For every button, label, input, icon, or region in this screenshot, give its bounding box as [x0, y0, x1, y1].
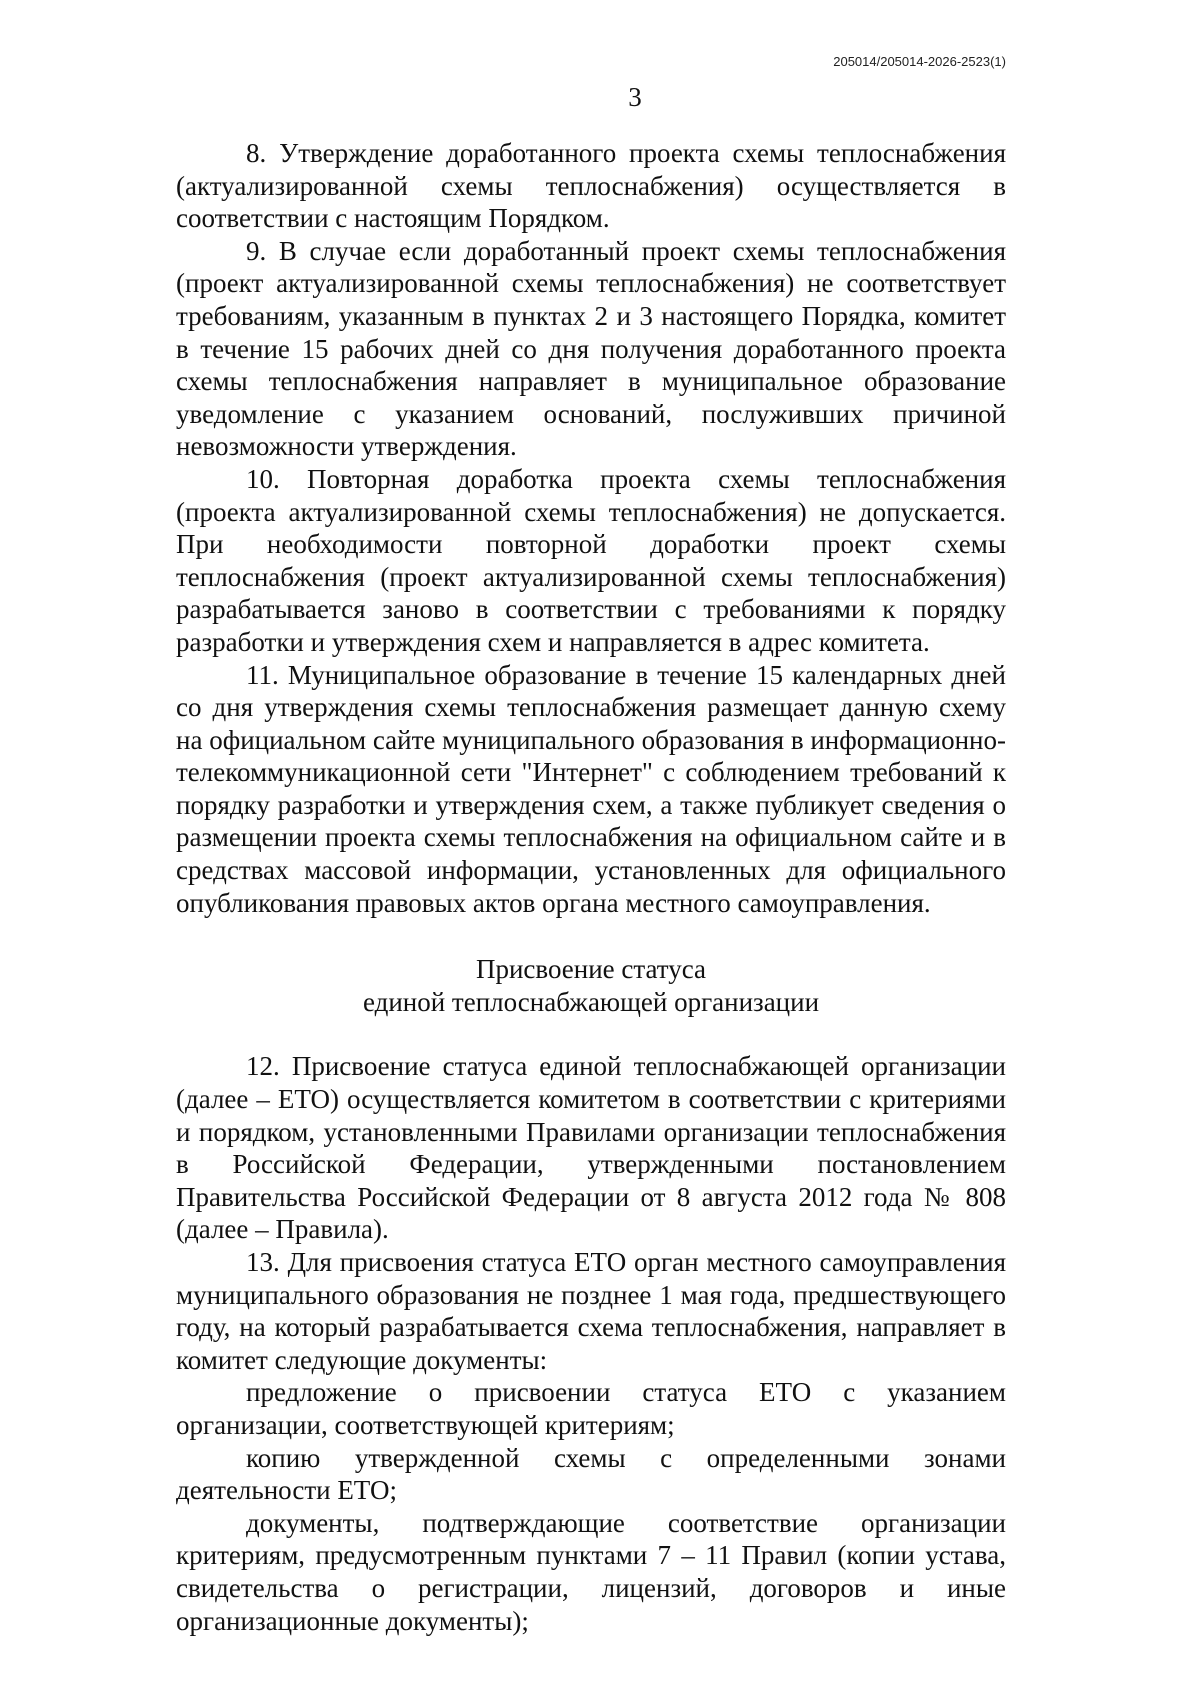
document-list-item: предложение о присвоении статуса ЕТО с указанием организации, соответствующей критериям;: [176, 1377, 1006, 1440]
document-list-item: копию утвержденной схемы с определенными зонами деятельности ЕТО;: [176, 1442, 1006, 1506]
document-registration-number: 205014/205014-2026-2523(1): [833, 54, 1006, 69]
section-title-line-1: Присвоение статуса: [475, 954, 707, 985]
paragraph-11: 11. Муниципальное образование в течение 15 календарных дней со дня утверждения схемы теплоснабжения размещает данную схему на официальном сайте муниципального образования в информационно-телекоммуникационной сети "Интернет" с соблюдением требований к порядку разработки и утверждения схем, а также публикует сведения о размещении проекта схемы теплоснабжения на официальном сайте и в средствах массовой информации, установленных для официального опубликования правовых актов органа местного самоуправления.: [176, 659, 1006, 918]
document-body: [176, 137, 1006, 1637]
paragraph-10: 10. Повторная доработка проекта схемы теплоснабжения (проекта актуализированной схемы теплоснабжения) не допускается. При необходимости повторной доработки проект схемы теплоснабжения (проект актуализированной схемы теплоснабжения) разрабатывается заново в соответствии с требованиями к порядку разработки и утверждения схем и направляется в адрес комитета.: [176, 463, 1006, 657]
document-list-item: документы, подтверждающие соответствие организации критериям, предусмотренным пунктами 7 – 11 Правил (копии устава, свидетельства о регистрации, лицензий, договоров и иные организационные документы);: [176, 1507, 1006, 1636]
paragraph-12: 12. Присвоение статуса единой теплоснабжающей организации (далее – ЕТО) осуществляется комитетом в соответствии с критериями и порядком, установленными Правилами организации теплоснабжения в Российской Федерации, утвержденными постановлением Правительства Российской Федерации от 8 августа 2012 года № 808 (далее – Правила).: [176, 1051, 1006, 1245]
section-title-line-2: единой теплоснабжающей организации: [362, 986, 820, 1017]
paragraph-9: 9. В случае если доработанный проект схемы теплоснабжения (проект актуализированной схемы теплоснабжения) не соответствует требованиям, указанным в пунктах 2 и 3 настоящего Порядка, комитет в течение 15 рабочих дней со дня получения доработанного проекта схемы теплоснабжения направляет в муниципальное образование уведомление с указанием оснований, послуживших причиной невозможности утверждения.: [176, 235, 1006, 462]
paragraph-8: 8. Утверждение доработанного проекта схемы теплоснабжения (актуализированной схемы теплоснабжения) осуществляется в соответствии с настоящим Порядком.: [176, 138, 1006, 234]
page-number: 3: [628, 82, 642, 112]
paragraph-13: 13. Для присвоения статуса ЕТО орган местного самоуправления муниципального образования не позднее 1 мая года, предшествующего году, на который разрабатывается схема теплоснабжения, направляет в комитет следующие документы:: [176, 1247, 1006, 1375]
